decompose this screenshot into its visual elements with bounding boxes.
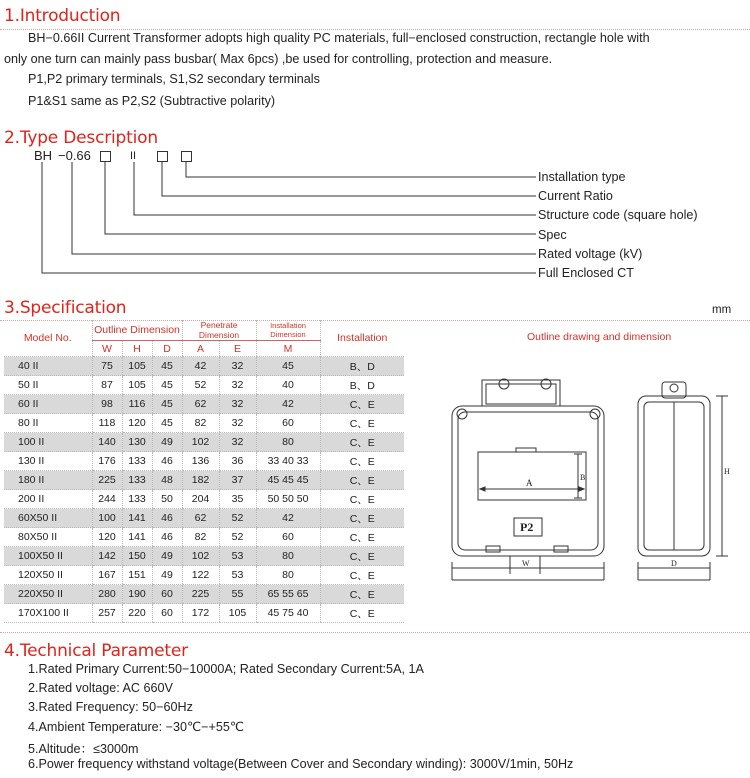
cell-e: 36 bbox=[219, 452, 256, 471]
cell-inst: C、E bbox=[320, 452, 404, 471]
cell-a: 102 bbox=[182, 433, 219, 452]
label-current-ratio: Current Ratio bbox=[538, 189, 613, 203]
cell-h: 105 bbox=[122, 357, 152, 376]
cell-a: 204 bbox=[182, 490, 219, 509]
col-h-header: H bbox=[122, 341, 152, 357]
outline-drawing bbox=[440, 370, 740, 595]
label-installation-type: Installation type bbox=[538, 170, 626, 184]
cell-w: 98 bbox=[92, 395, 122, 414]
table-row bbox=[4, 471, 404, 490]
cell-e: 32 bbox=[219, 433, 256, 452]
tech-item-1: 1.Rated Primary Current:50−10000A; Rated Secondary Current:5A, 1A bbox=[28, 662, 424, 676]
tech-item-3: 3.Rated Frequency: 50−60Hz bbox=[28, 700, 193, 714]
cell-d: 49 bbox=[152, 566, 182, 585]
table-row bbox=[4, 490, 404, 509]
cell-d: 46 bbox=[152, 528, 182, 547]
cell-w: 100 bbox=[92, 509, 122, 528]
section-divider bbox=[0, 632, 750, 633]
cell-h: 116 bbox=[122, 395, 152, 414]
cell-a: 82 bbox=[182, 528, 219, 547]
cell-m: 33 40 33 bbox=[256, 452, 320, 471]
tech-item-4: 4.Ambient Temperature: −30℃−+55℃ bbox=[28, 720, 245, 734]
label-rated-voltage: Rated voltage (kV) bbox=[538, 247, 643, 261]
drawing-label-h: H bbox=[724, 467, 730, 476]
cell-m: 60 bbox=[256, 528, 320, 547]
intro-line-4: P1&S1 same as P2,S2 (Subtractive polarity) bbox=[28, 94, 276, 108]
cell-inst: C、E bbox=[320, 604, 404, 623]
table-row bbox=[4, 414, 404, 433]
table-row bbox=[4, 452, 404, 471]
cell-a: 136 bbox=[182, 452, 219, 471]
label-structure-code: Structure code (square hole) bbox=[538, 208, 698, 222]
type-code-structure: II bbox=[130, 150, 137, 162]
cell-d: 49 bbox=[152, 547, 182, 566]
type-code-voltage: −0.66 bbox=[58, 148, 91, 163]
cell-model: 80X50 II bbox=[4, 528, 92, 547]
cell-h: 133 bbox=[122, 452, 152, 471]
cell-h: 130 bbox=[122, 433, 152, 452]
cell-inst: C、E bbox=[320, 471, 404, 490]
cell-a: 52 bbox=[182, 376, 219, 395]
cell-h: 141 bbox=[122, 509, 152, 528]
cell-inst: C、E bbox=[320, 585, 404, 604]
cell-inst: C、E bbox=[320, 509, 404, 528]
cell-e: 32 bbox=[219, 376, 256, 395]
cell-model: 40 II bbox=[4, 357, 92, 376]
cell-e: 52 bbox=[219, 528, 256, 547]
drawing-label-w: W bbox=[522, 559, 530, 568]
cell-a: 102 bbox=[182, 547, 219, 566]
cell-w: 167 bbox=[92, 566, 122, 585]
drawing-label-a: A bbox=[526, 478, 533, 488]
cell-d: 45 bbox=[152, 376, 182, 395]
cell-h: 141 bbox=[122, 528, 152, 547]
cell-d: 45 bbox=[152, 395, 182, 414]
cell-m: 65 55 65 bbox=[256, 585, 320, 604]
cell-w: 280 bbox=[92, 585, 122, 604]
cell-d: 45 bbox=[152, 357, 182, 376]
cell-h: 133 bbox=[122, 490, 152, 509]
cell-a: 82 bbox=[182, 414, 219, 433]
tech-item-6: 6.Power frequency withstand voltage(Between Cover and Secondary winding): 3000V/1min, 50Hz bbox=[28, 757, 574, 771]
cell-d: 48 bbox=[152, 471, 182, 490]
table-row bbox=[4, 585, 404, 604]
cell-h: 220 bbox=[122, 604, 152, 623]
type-code-bh: BH bbox=[34, 148, 53, 163]
outline-drawing-header: Outline drawing and dimension bbox=[527, 331, 672, 343]
technical-parameter-heading: 4.Technical Parameter bbox=[4, 641, 188, 661]
cell-h: 105 bbox=[122, 376, 152, 395]
col-e-header: E bbox=[219, 341, 256, 357]
unit-label: mm bbox=[712, 304, 732, 316]
cell-m: 50 50 50 bbox=[256, 490, 320, 509]
cell-inst: C、E bbox=[320, 395, 404, 414]
col-outline-header: Outline Dimension bbox=[92, 320, 182, 341]
cell-model: 170X100 II bbox=[4, 604, 92, 623]
cell-e: 35 bbox=[219, 490, 256, 509]
cell-m: 45 bbox=[256, 357, 320, 376]
cell-model: 130 II bbox=[4, 452, 92, 471]
cell-d: 60 bbox=[152, 604, 182, 623]
cell-d: 49 bbox=[152, 433, 182, 452]
table-row bbox=[4, 376, 404, 395]
table-row bbox=[4, 528, 404, 547]
label-full-enclosed: Full Enclosed CT bbox=[538, 266, 634, 280]
col-a-header: A bbox=[182, 341, 219, 357]
cell-e: 32 bbox=[219, 357, 256, 376]
cell-e: 37 bbox=[219, 471, 256, 490]
cell-m: 80 bbox=[256, 566, 320, 585]
drawing-label-p2: P2 bbox=[520, 520, 534, 534]
cell-e: 105 bbox=[219, 604, 256, 623]
cell-m: 45 75 40 bbox=[256, 604, 320, 623]
cell-w: 225 bbox=[92, 471, 122, 490]
cell-d: 46 bbox=[152, 452, 182, 471]
specification-table bbox=[4, 320, 404, 623]
cell-model: 220X50 II bbox=[4, 585, 92, 604]
col-model-header: Model No. bbox=[4, 320, 92, 357]
cell-a: 182 bbox=[182, 471, 219, 490]
cell-m: 42 bbox=[256, 395, 320, 414]
specification-heading: 3.Specification bbox=[4, 298, 127, 318]
cell-model: 80 II bbox=[4, 414, 92, 433]
cell-a: 172 bbox=[182, 604, 219, 623]
col-m-header: M bbox=[256, 341, 320, 357]
cell-m: 80 bbox=[256, 547, 320, 566]
table-row bbox=[4, 566, 404, 585]
cell-d: 45 bbox=[152, 414, 182, 433]
cell-m: 80 bbox=[256, 433, 320, 452]
table-row bbox=[4, 433, 404, 452]
cell-model: 60X50 II bbox=[4, 509, 92, 528]
cell-inst: C、E bbox=[320, 490, 404, 509]
cell-inst: C、E bbox=[320, 433, 404, 452]
cell-w: 75 bbox=[92, 357, 122, 376]
cell-w: 87 bbox=[92, 376, 122, 395]
cell-w: 140 bbox=[92, 433, 122, 452]
cell-e: 55 bbox=[219, 585, 256, 604]
cell-model: 120X50 II bbox=[4, 566, 92, 585]
col-d-header: D bbox=[152, 341, 182, 357]
cell-inst: B、D bbox=[320, 357, 404, 376]
cell-e: 32 bbox=[219, 414, 256, 433]
cell-a: 122 bbox=[182, 566, 219, 585]
cell-model: 100X50 II bbox=[4, 547, 92, 566]
cell-m: 60 bbox=[256, 414, 320, 433]
cell-e: 53 bbox=[219, 566, 256, 585]
cell-inst: C、E bbox=[320, 528, 404, 547]
cell-h: 190 bbox=[122, 585, 152, 604]
drawing-label-d: D bbox=[671, 559, 677, 568]
cell-h: 120 bbox=[122, 414, 152, 433]
col-w-header: W bbox=[92, 341, 122, 357]
cell-inst: C、E bbox=[320, 566, 404, 585]
tech-item-5: 5.Altitude：≤3000m bbox=[28, 742, 139, 756]
table-row bbox=[4, 357, 404, 376]
cell-a: 225 bbox=[182, 585, 219, 604]
type-description-heading: 2.Type Description bbox=[4, 128, 158, 148]
cell-model: 200 II bbox=[4, 490, 92, 509]
label-spec: Spec bbox=[538, 228, 567, 242]
cell-h: 150 bbox=[122, 547, 152, 566]
cell-w: 118 bbox=[92, 414, 122, 433]
table-row bbox=[4, 604, 404, 623]
cell-w: 142 bbox=[92, 547, 122, 566]
col-install-dim-header: Installation Dimension bbox=[256, 320, 320, 341]
cell-h: 133 bbox=[122, 471, 152, 490]
col-installation-header: Installation bbox=[320, 320, 404, 357]
cell-inst: B、D bbox=[320, 376, 404, 395]
table-row bbox=[4, 509, 404, 528]
cell-a: 62 bbox=[182, 395, 219, 414]
cell-w: 120 bbox=[92, 528, 122, 547]
cell-inst: C、E bbox=[320, 547, 404, 566]
cell-d: 50 bbox=[152, 490, 182, 509]
cell-model: 180 II bbox=[4, 471, 92, 490]
cell-m: 45 45 45 bbox=[256, 471, 320, 490]
table-row bbox=[4, 547, 404, 566]
cell-e: 53 bbox=[219, 547, 256, 566]
cell-model: 100 II bbox=[4, 433, 92, 452]
intro-line-3: P1,P2 primary terminals, S1,S2 secondary terminals bbox=[28, 72, 320, 86]
intro-line-2: only one turn can mainly pass busbar( Max 6pcs) ,be used for controlling, protection and measure. bbox=[4, 52, 553, 66]
cell-h: 151 bbox=[122, 566, 152, 585]
cell-e: 32 bbox=[219, 395, 256, 414]
cell-e: 52 bbox=[219, 509, 256, 528]
cell-model: 50 II bbox=[4, 376, 92, 395]
cell-inst: C、E bbox=[320, 414, 404, 433]
col-penetrate-header: Penetrate Dimension bbox=[182, 320, 256, 341]
table-row bbox=[4, 395, 404, 414]
cell-w: 176 bbox=[92, 452, 122, 471]
cell-model: 60 II bbox=[4, 395, 92, 414]
cell-d: 60 bbox=[152, 585, 182, 604]
cell-w: 244 bbox=[92, 490, 122, 509]
cell-w: 257 bbox=[92, 604, 122, 623]
cell-m: 42 bbox=[256, 509, 320, 528]
cell-d: 46 bbox=[152, 509, 182, 528]
cell-m: 40 bbox=[256, 376, 320, 395]
introduction-heading: 1.Introduction bbox=[4, 6, 121, 26]
cell-a: 42 bbox=[182, 357, 219, 376]
cell-a: 62 bbox=[182, 509, 219, 528]
tech-item-2: 2.Rated voltage: AC 660V bbox=[28, 681, 173, 695]
intro-line-1: BH−0.66II Current Transformer adopts high quality PC materials, full−enclosed construction, rectangle hole with bbox=[28, 31, 650, 45]
drawing-label-b: B bbox=[580, 473, 586, 482]
